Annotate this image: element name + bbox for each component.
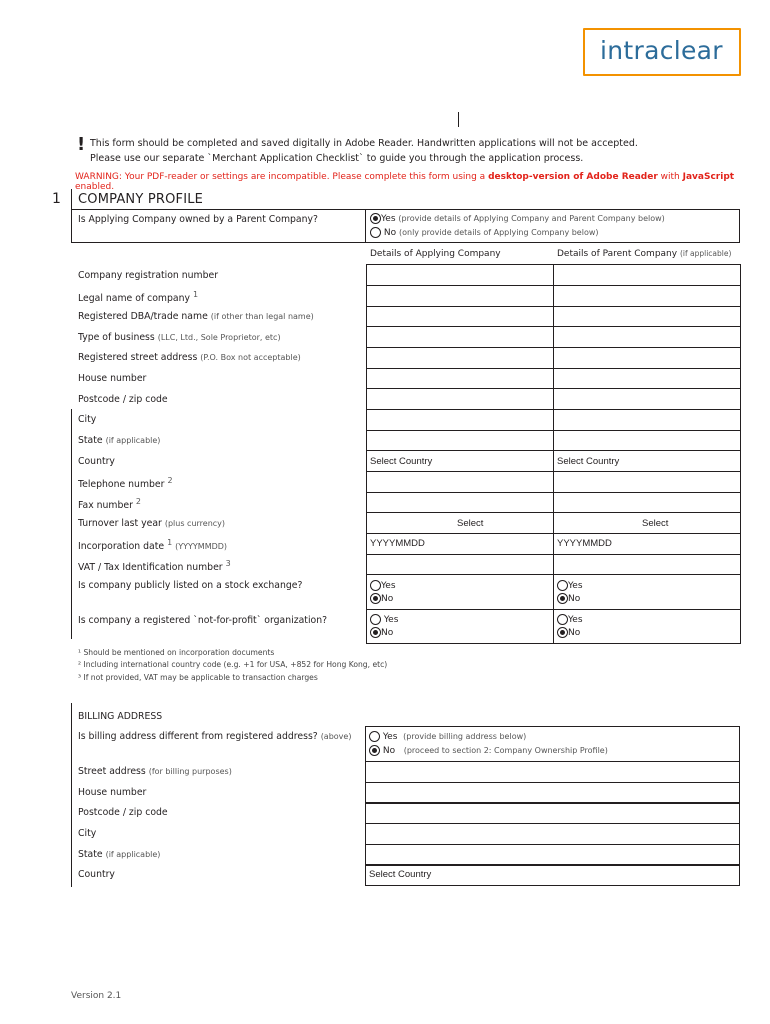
applying-field-cell[interactable] (366, 347, 554, 369)
label-state: State (if applicable) (78, 435, 161, 446)
label-city: City (78, 414, 97, 425)
label-legal-name: Legal name of company $^1$ (78, 290, 199, 305)
footnote-2: ² Including international country code (e.g. +1 for USA, +852 for Hong Kong, etc) (78, 660, 388, 669)
parent-field-cell[interactable] (553, 388, 741, 410)
warning-message: WARNING: Your PDF-reader or settings are incompatible. Please complete this form using a desktop-version of Adobe Reader with JavaScript enabled. (75, 172, 735, 192)
radio[interactable] (370, 580, 381, 591)
label-postcode: Postcode / zip code (78, 394, 168, 405)
parent-listed-yes[interactable]: Yes (557, 580, 583, 591)
billing-no-option[interactable]: No (proceed to section 2: Company Ownership Profile) (369, 745, 608, 756)
text-cursor (458, 112, 459, 127)
radio[interactable] (370, 627, 381, 638)
label-business-type: Type of business (LLC, Ltd., Sole Proprietor, etc) (78, 332, 281, 343)
billing-country-select[interactable]: Select Country (369, 869, 432, 880)
parent-yes-radio[interactable] (370, 213, 381, 224)
label-dba: Registered DBA/trade name (if other than legal name) (78, 311, 314, 322)
billing-heading: BILLING ADDRESS (78, 711, 163, 722)
version-label: Version 2.1 (71, 991, 122, 1001)
section-divider (71, 189, 72, 209)
label-fax: Fax number $^2$ (78, 497, 141, 512)
billing-field-cell[interactable] (365, 782, 740, 804)
parent-field-cell[interactable] (553, 554, 741, 575)
column-parent-header: Details of Parent Company (if applicable) (557, 249, 732, 259)
parent-incorporation-input[interactable]: YYYYMMDD (557, 538, 612, 549)
radio[interactable] (557, 614, 568, 625)
applying-field-cell[interactable] (366, 409, 554, 431)
billing-field-cell[interactable] (365, 761, 740, 783)
billing-no-radio[interactable] (369, 745, 380, 756)
parent-country-select[interactable]: Select Country (557, 456, 620, 467)
label-listed: Is company publicly listed on a stock exchange? (78, 580, 303, 591)
parent-field-cell[interactable] (553, 264, 741, 286)
parent-nonprofit-yes[interactable]: Yes (557, 614, 583, 625)
applying-nonprofit-no[interactable]: No (370, 627, 393, 638)
applying-field-cell[interactable] (366, 388, 554, 410)
section-title: COMPANY PROFILE (78, 192, 204, 207)
applying-field-cell[interactable] (366, 264, 554, 286)
billing-label-postcode: Postcode / zip code (78, 807, 168, 818)
billing-label-state: State (if applicable) (78, 849, 161, 860)
parent-field-cell[interactable] (553, 471, 741, 493)
applying-country-select[interactable]: Select Country (370, 456, 433, 467)
applying-incorporation-input[interactable]: YYYYMMDD (370, 538, 425, 549)
label-incorporation: Incorporation date $^1$ (YYYYMMDD) (78, 538, 228, 553)
applying-turnover-select[interactable]: Select (457, 518, 484, 529)
applying-listed-yes[interactable]: Yes (370, 580, 396, 591)
radio[interactable] (370, 593, 381, 604)
applying-field-cell[interactable] (366, 326, 554, 348)
label-nonprofit: Is company a registered `not-for-profit` organization? (78, 615, 328, 626)
applying-field-cell[interactable] (366, 554, 554, 575)
parent-question-label: Is Applying Company owned by a Parent Company? (78, 214, 318, 225)
applying-field-cell[interactable] (366, 285, 554, 307)
radio[interactable] (557, 627, 568, 638)
label-vat: VAT / Tax Identification number $^3$ (78, 559, 231, 574)
parent-no-radio[interactable] (370, 227, 381, 238)
applying-field-cell[interactable] (366, 430, 554, 451)
billing-field-cell[interactable] (365, 823, 740, 845)
billing-question-label: Is billing address different from registered address? (above) (78, 731, 352, 742)
billing-field-cell[interactable] (365, 802, 740, 824)
notice-line-2: Please use our separate `Merchant Application Checklist` to guide you through the application process. (90, 153, 584, 164)
label-country: Country (78, 456, 115, 467)
label-street: Registered street address (P.O. Box not acceptable) (78, 352, 301, 363)
applying-listed-no[interactable]: No (370, 593, 393, 604)
parent-field-cell[interactable] (553, 368, 741, 389)
applying-field-cell[interactable] (366, 492, 554, 513)
parent-no-option[interactable]: No (only provide details of Applying Company below) (370, 227, 599, 238)
label-turnover: Turnover last year (plus currency) (78, 518, 226, 529)
label-house: House number (78, 373, 147, 384)
parent-turnover-select[interactable]: Select (642, 518, 669, 529)
radio[interactable] (557, 580, 568, 591)
parent-yes-option[interactable]: Yes (provide details of Applying Company and Parent Company below) (370, 213, 665, 224)
parent-field-cell[interactable] (553, 430, 741, 451)
applying-field-cell[interactable] (366, 306, 554, 327)
column-applying-header: Details of Applying Company (370, 249, 501, 259)
logo: intraclear (600, 36, 723, 65)
billing-field-cell[interactable] (365, 844, 740, 866)
notice-exclamation-icon: ! (77, 134, 86, 155)
applying-field-cell[interactable] (366, 471, 554, 493)
parent-nonprofit-no[interactable]: No (557, 627, 580, 638)
billing-label-country: Country (78, 869, 115, 880)
radio[interactable] (370, 614, 381, 625)
parent-field-cell[interactable] (553, 347, 741, 369)
radio[interactable] (557, 593, 568, 604)
billing-label-street: Street address (for billing purposes) (78, 766, 232, 777)
parent-field-cell[interactable] (553, 409, 741, 431)
parent-field-cell[interactable] (553, 306, 741, 327)
billing-label-city: City (78, 828, 97, 839)
label-reg-number: Company registration number (78, 270, 219, 281)
notice-line-1: This form should be completed and saved digitally in Adobe Reader. Handwritten applications will not be accepted. (90, 138, 638, 149)
parent-listed-no[interactable]: No (557, 593, 580, 604)
footnote-1: ¹ Should be mentioned on incorporation documents (78, 648, 275, 657)
section-number: 1 (52, 191, 61, 207)
billing-yes-radio[interactable] (369, 731, 380, 742)
applying-field-cell[interactable] (366, 368, 554, 389)
applying-nonprofit-yes[interactable]: Yes (370, 614, 398, 625)
parent-field-cell[interactable] (553, 285, 741, 307)
label-telephone: Telephone number $^2$ (78, 476, 173, 491)
parent-field-cell[interactable] (553, 492, 741, 513)
billing-yes-option[interactable]: Yes (provide billing address below) (369, 731, 526, 742)
footnote-3: ³ If not provided, VAT may be applicable to transaction charges (78, 673, 318, 682)
billing-label-house: House number (78, 787, 147, 798)
parent-field-cell[interactable] (553, 326, 741, 348)
